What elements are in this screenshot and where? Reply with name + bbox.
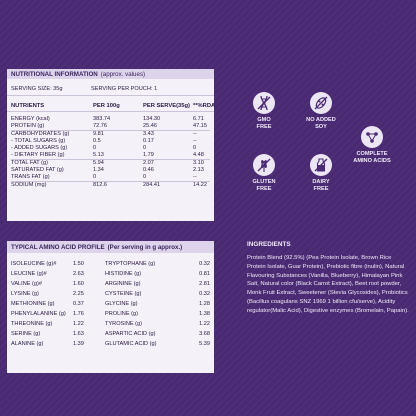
amino-title-note: (Per serving in g approx.) <box>107 243 183 251</box>
amino-row <box>11 279 210 289</box>
amino-cell: PHENYLALANINE (g) <box>11 311 66 317</box>
badge-amino-line2: AMINO ACIDS <box>353 158 391 164</box>
amino-cell: 1.22 <box>73 321 84 327</box>
nutrition-cell: TOTAL FAT (g) <box>11 160 48 166</box>
amino-row <box>11 269 210 279</box>
col-per-100g: PER 100g <box>93 102 120 109</box>
nutrition-cell: -- <box>193 131 197 137</box>
nutrition-table-body <box>7 112 214 189</box>
amino-cell: VALINE (g)# <box>11 281 42 287</box>
nutrition-row <box>11 123 210 130</box>
nutrition-cell: 4.48 <box>193 152 204 158</box>
amino-cell: 1.38 <box>199 311 210 317</box>
nutrition-cell: PROTEIN (g) <box>11 123 45 129</box>
amino-cell: 0.32 <box>199 291 210 297</box>
amino-row <box>11 309 210 319</box>
nutrition-row <box>11 152 210 159</box>
amino-cell: ASPARTIC ACID (g) <box>105 331 156 337</box>
col-rda: **%RDA <box>193 102 216 109</box>
amino-cell: 2.81 <box>199 281 210 287</box>
col-nutrients: NUTRIENTS <box>11 102 45 109</box>
amino-cell: 2.25 <box>73 291 84 297</box>
ingredients-section <box>247 241 409 316</box>
nutrition-cell: 3.10 <box>193 160 204 166</box>
nutrition-cell: 0.5 <box>93 138 101 144</box>
molecule-icon <box>361 126 383 148</box>
amino-cell: CYSTEINE (g) <box>105 291 142 297</box>
nutrition-title: NUTRITIONAL INFORMATION <box>11 70 98 78</box>
nutrition-row <box>11 159 210 167</box>
amino-cell: 3.68 <box>199 331 210 337</box>
nutrition-cell: 9.81 <box>93 131 104 137</box>
amino-cell: LYSINE (g) <box>11 291 39 297</box>
amino-cell: ISOLEUCINE (g)# <box>11 261 57 267</box>
nutrition-row <box>11 138 210 145</box>
nutrition-cell: 2.13 <box>193 167 204 173</box>
amino-row <box>11 289 210 299</box>
amino-cell: HISTIDINE (g) <box>105 271 142 277</box>
amino-cell: LEUCINE (g)# <box>11 271 47 277</box>
badge-soy-line1: NO ADDED <box>306 117 336 123</box>
soybean-icon <box>310 92 332 114</box>
amino-cell: PROLINE (g) <box>105 311 138 317</box>
badge-gmo-line1: GMO <box>257 117 271 123</box>
badge-no-added-soy <box>295 92 347 131</box>
nutrition-cell: ENERGY (kcal) <box>11 116 50 122</box>
amino-cell: 2.63 <box>73 271 84 277</box>
nutrition-cell: 5.94 <box>93 160 104 166</box>
amino-cell: TYROSINE (g) <box>105 321 142 327</box>
amino-cell: ALANINE (g) <box>11 341 44 347</box>
nutrition-cell: 47.15 <box>193 123 207 129</box>
nutrition-cell: 5.13 <box>93 152 104 158</box>
nutrition-cell: 134.30 <box>143 116 161 122</box>
amino-panel <box>7 241 214 373</box>
col-per-serve: PER SERVE(35g) <box>143 102 190 109</box>
amino-cell: 1.76 <box>73 311 84 317</box>
badge-soy-line2: SOY <box>315 124 327 130</box>
nutrition-cell: 383.74 <box>93 116 111 122</box>
nutrition-cell: CARBOHYDRATES (g) <box>11 131 70 137</box>
nutrition-cell: 0 <box>143 145 147 151</box>
badge-gluten-free <box>238 154 290 193</box>
amino-cell: ARGININE (g) <box>105 281 141 287</box>
nutrition-cell: 0 <box>93 174 97 180</box>
nutrition-cell: 0 <box>143 174 147 180</box>
nutrition-cell: 3.43 <box>143 131 154 137</box>
nutrition-cell: 284.41 <box>143 182 161 188</box>
amino-cell: TRYPTOPHANE (g) <box>105 261 156 267</box>
nutrition-cell: 14.22 <box>193 182 207 188</box>
amino-cell: 0.81 <box>199 271 210 277</box>
amino-cell: METHIONINE (g) <box>11 301 55 307</box>
nutrition-panel <box>7 69 214 221</box>
badge-dairy-free <box>295 154 347 193</box>
nutrition-cell: 25.46 <box>143 123 157 129</box>
nutrition-cell: 1.79 <box>143 152 154 158</box>
badge-complete-amino <box>346 126 398 165</box>
badge-dairy-line1: DAIRY <box>312 179 330 185</box>
nutrition-cell: SODIUM (mg) <box>11 182 47 188</box>
amino-header <box>7 241 214 253</box>
nutrition-cell: - DIETARY FIBER (g) <box>11 152 65 158</box>
badge-gmo-line2: FREE <box>256 124 272 130</box>
serving-size: SERVING SIZE: 35g <box>11 86 63 92</box>
nutrition-cell: 1.34 <box>93 167 104 173</box>
amino-cell: 1.50 <box>73 261 84 267</box>
nutrition-title-note: (approx. values) <box>100 70 146 78</box>
ingredients-text: Protein Blend (92.5%) (Pea Protein Isolate, Brown Rice Protein Isolate, Guar Protein), Prebiotic fibre (inulin), Natural Flavouring Substances (Vanilla, Blueberry), Himalayan Pink Salt, Natural color (Black Carrot Extract), Beet root powder, Monk Fruit Extract, Sweetener (Stevia Glycosides), Probiotics (Bacillus coagulans SNZ 1969 1 billion cfu/serve), Acidity regulator(Malic Acid), Digestive enzymes (Bromelain, Papain). <box>247 255 409 314</box>
milk-bottle-icon <box>310 154 332 176</box>
nutrition-cell: - TOTAL SUGARS (g) <box>11 138 66 144</box>
amino-cell: 1.39 <box>73 341 84 347</box>
serving-per-pouch: SERVING PER POUCH: 1 <box>91 86 158 92</box>
nutrition-cell: -- <box>193 174 197 180</box>
amino-row <box>11 339 210 349</box>
amino-cell: GLYCINE (g) <box>105 301 138 307</box>
nutrition-cell: 2.07 <box>143 160 154 166</box>
nutrition-table-header <box>7 100 214 112</box>
amino-row <box>11 319 210 329</box>
dna-icon <box>253 92 275 114</box>
nutrition-row <box>11 116 210 123</box>
nutrition-cell: 0 <box>93 145 97 151</box>
amino-row <box>11 329 210 339</box>
badge-gluten-line2: FREE <box>256 186 272 192</box>
badge-gluten-line1: GLUTEN <box>252 179 276 185</box>
amino-cell: 1.63 <box>73 331 84 337</box>
nutrition-cell: 72.76 <box>93 123 107 129</box>
badge-gmo-free <box>238 92 290 131</box>
amino-cell: THREONINE (g) <box>11 321 53 327</box>
wheat-icon <box>253 154 275 176</box>
nutrition-cell: - ADDED SUGARS (g) <box>11 145 68 151</box>
amino-cell: 0.32 <box>199 261 210 267</box>
nutrition-row <box>11 167 210 174</box>
amino-cell: 0.37 <box>73 301 84 307</box>
nutrition-cell: 0.17 <box>143 138 154 144</box>
nutrition-row <box>11 174 210 181</box>
feature-badges <box>238 92 408 202</box>
amino-row <box>11 259 210 269</box>
amino-cell: 1.22 <box>199 321 210 327</box>
nutrition-cell: -- <box>193 138 197 144</box>
nutrition-cell: SATURATED FAT (g) <box>11 167 64 173</box>
nutrition-row <box>11 130 210 138</box>
amino-table-body <box>7 253 214 349</box>
ingredients-title: INGREDIENTS <box>247 241 291 248</box>
nutrition-cell: 6.71 <box>193 116 204 122</box>
amino-cell: SERINE (g) <box>11 331 41 337</box>
amino-cell: GLUTAMIC ACID (g) <box>105 341 157 347</box>
badge-amino-line1: COMPLETE <box>356 151 388 157</box>
nutrition-header <box>7 69 214 79</box>
nutrition-cell: 0 <box>193 145 197 151</box>
nutrition-cell: 812.6 <box>93 182 107 188</box>
badge-dairy-line2: FREE <box>313 186 329 192</box>
nutrition-row <box>11 181 210 189</box>
serving-info <box>7 83 214 96</box>
amino-cell: 1.28 <box>199 301 210 307</box>
amino-row <box>11 299 210 309</box>
amino-cell: 5.39 <box>199 341 210 347</box>
amino-title: TYPICAL AMINO ACID PROFILE <box>11 243 105 251</box>
nutrition-cell: 0.46 <box>143 167 154 173</box>
nutrition-cell: TRANS FAT (g) <box>11 174 50 180</box>
nutrition-row <box>11 145 210 152</box>
amino-cell: 1.60 <box>73 281 84 287</box>
